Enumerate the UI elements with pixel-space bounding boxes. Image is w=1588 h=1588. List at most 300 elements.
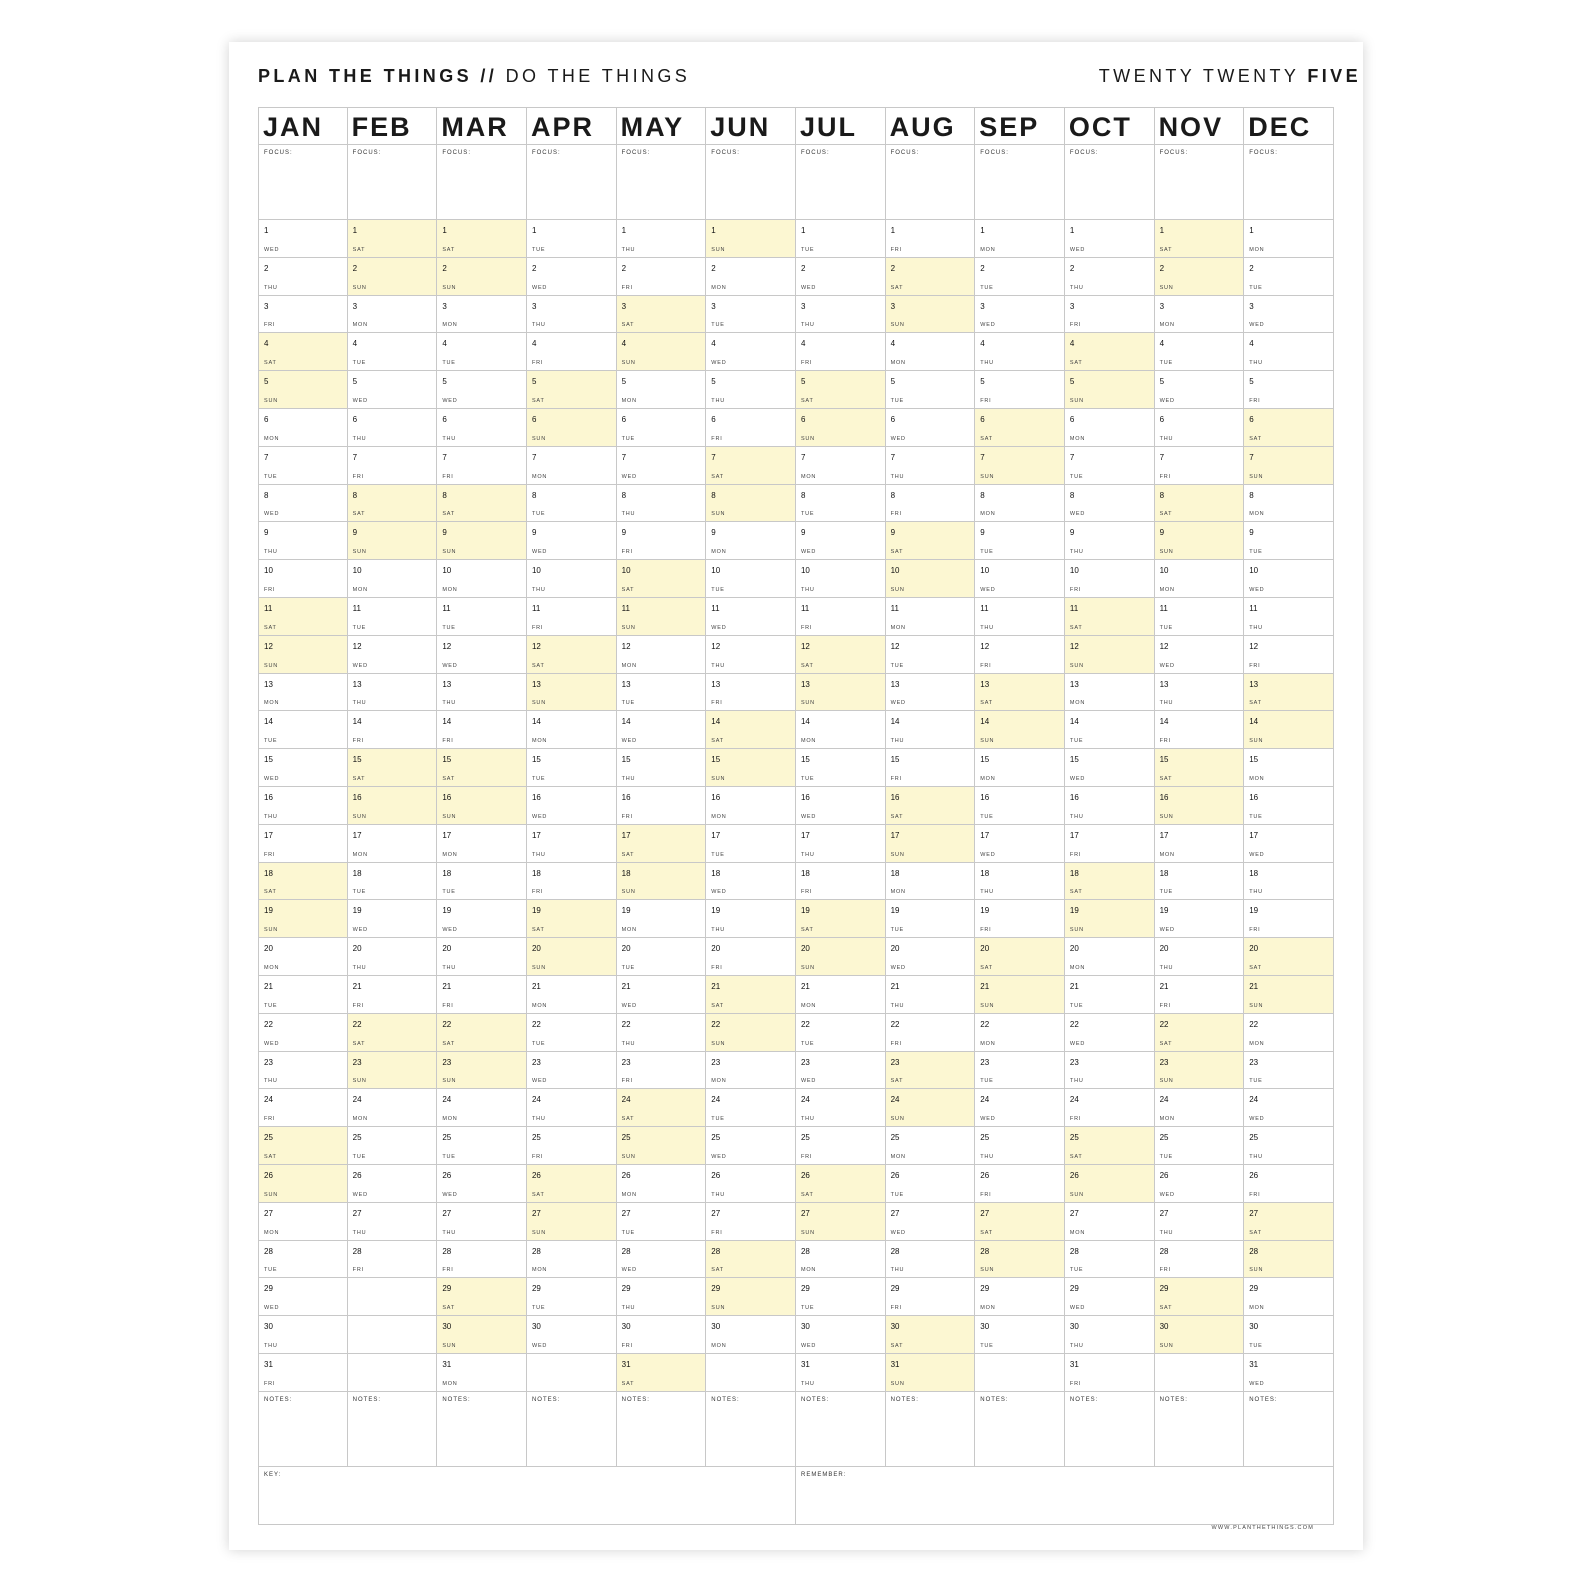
day-cell[interactable]	[975, 1127, 1065, 1165]
day-cell[interactable]	[527, 409, 617, 447]
day-cell[interactable]	[886, 485, 976, 523]
notes-cell-jul[interactable]	[796, 1392, 886, 1467]
day-cell[interactable]	[886, 1278, 976, 1316]
day-cell[interactable]	[348, 1089, 438, 1127]
day-cell[interactable]	[1065, 258, 1155, 296]
day-cell[interactable]	[527, 863, 617, 901]
day-cell[interactable]	[258, 371, 348, 409]
notes-cell-sep[interactable]	[975, 1392, 1065, 1467]
day-cell[interactable]	[796, 711, 886, 749]
day-cell[interactable]	[617, 1127, 707, 1165]
day-cell[interactable]	[527, 1203, 617, 1241]
day-cell[interactable]	[886, 825, 976, 863]
focus-cell-jul[interactable]	[796, 145, 886, 220]
day-cell[interactable]	[527, 636, 617, 674]
day-cell[interactable]	[796, 371, 886, 409]
day-cell[interactable]	[617, 1052, 707, 1090]
day-cell[interactable]	[1155, 1241, 1245, 1279]
day-cell[interactable]	[1065, 749, 1155, 787]
day-cell[interactable]	[437, 711, 527, 749]
day-cell[interactable]	[348, 1165, 438, 1203]
day-cell[interactable]	[348, 636, 438, 674]
day-cell[interactable]	[706, 1203, 796, 1241]
day-cell[interactable]	[1155, 1165, 1245, 1203]
day-cell[interactable]	[1155, 333, 1245, 371]
day-cell[interactable]	[706, 409, 796, 447]
day-cell[interactable]	[1065, 409, 1155, 447]
day-cell[interactable]	[706, 1014, 796, 1052]
day-cell[interactable]	[886, 674, 976, 712]
day-cell[interactable]	[527, 485, 617, 523]
day-cell[interactable]	[437, 674, 527, 712]
focus-cell-sep[interactable]	[975, 145, 1065, 220]
day-cell[interactable]	[437, 1278, 527, 1316]
day-cell[interactable]	[617, 1089, 707, 1127]
notes-cell-jan[interactable]	[258, 1392, 348, 1467]
day-cell[interactable]	[437, 371, 527, 409]
day-cell[interactable]	[437, 787, 527, 825]
day-cell[interactable]	[1065, 447, 1155, 485]
notes-cell-oct[interactable]	[1065, 1392, 1155, 1467]
day-cell[interactable]	[886, 522, 976, 560]
day-cell[interactable]	[527, 749, 617, 787]
day-cell[interactable]	[258, 560, 348, 598]
day-cell[interactable]	[348, 560, 438, 598]
day-cell[interactable]	[975, 938, 1065, 976]
day-cell[interactable]	[1244, 1203, 1334, 1241]
remember-box[interactable]	[796, 1467, 1334, 1525]
day-cell[interactable]	[348, 485, 438, 523]
focus-cell-nov[interactable]	[1155, 145, 1245, 220]
notes-cell-mar[interactable]	[437, 1392, 527, 1467]
day-cell[interactable]	[437, 333, 527, 371]
day-cell[interactable]	[348, 447, 438, 485]
day-cell[interactable]	[258, 711, 348, 749]
day-cell[interactable]	[706, 258, 796, 296]
day-cell[interactable]	[617, 522, 707, 560]
day-cell[interactable]	[437, 409, 527, 447]
day-cell[interactable]	[348, 787, 438, 825]
day-cell[interactable]	[796, 636, 886, 674]
day-cell[interactable]	[1244, 749, 1334, 787]
day-cell[interactable]	[617, 1354, 707, 1392]
day-cell[interactable]	[706, 296, 796, 334]
day-cell[interactable]	[1155, 258, 1245, 296]
day-cell[interactable]	[527, 333, 617, 371]
day-cell[interactable]	[258, 674, 348, 712]
day-cell[interactable]	[527, 1014, 617, 1052]
day-cell[interactable]	[258, 900, 348, 938]
day-cell[interactable]	[886, 1165, 976, 1203]
day-cell[interactable]	[975, 863, 1065, 901]
day-cell[interactable]	[527, 258, 617, 296]
day-cell[interactable]	[975, 674, 1065, 712]
day-cell[interactable]	[886, 863, 976, 901]
day-cell[interactable]	[437, 1014, 527, 1052]
day-cell[interactable]	[348, 1354, 438, 1392]
day-cell[interactable]	[1155, 485, 1245, 523]
day-cell[interactable]	[1155, 749, 1245, 787]
day-cell[interactable]	[796, 825, 886, 863]
day-cell[interactable]	[796, 749, 886, 787]
day-cell[interactable]	[1155, 711, 1245, 749]
day-cell[interactable]	[527, 1354, 617, 1392]
day-cell[interactable]	[527, 787, 617, 825]
day-cell[interactable]	[258, 1354, 348, 1392]
day-cell[interactable]	[617, 560, 707, 598]
day-cell[interactable]	[527, 1316, 617, 1354]
day-cell[interactable]	[706, 220, 796, 258]
day-cell[interactable]	[886, 220, 976, 258]
day-cell[interactable]	[617, 371, 707, 409]
day-cell[interactable]	[527, 598, 617, 636]
day-cell[interactable]	[348, 371, 438, 409]
day-cell[interactable]	[886, 900, 976, 938]
day-cell[interactable]	[706, 636, 796, 674]
day-cell[interactable]	[617, 1014, 707, 1052]
focus-cell-jan[interactable]	[258, 145, 348, 220]
day-cell[interactable]	[796, 674, 886, 712]
day-cell[interactable]	[258, 1089, 348, 1127]
day-cell[interactable]	[886, 1354, 976, 1392]
day-cell[interactable]	[706, 1354, 796, 1392]
key-box[interactable]	[258, 1467, 796, 1525]
day-cell[interactable]	[796, 485, 886, 523]
day-cell[interactable]	[1244, 1014, 1334, 1052]
day-cell[interactable]	[796, 220, 886, 258]
notes-cell-dec[interactable]	[1244, 1392, 1334, 1467]
day-cell[interactable]	[437, 485, 527, 523]
day-cell[interactable]	[975, 1278, 1065, 1316]
day-cell[interactable]	[975, 1089, 1065, 1127]
day-cell[interactable]	[796, 1278, 886, 1316]
day-cell[interactable]	[706, 1278, 796, 1316]
day-cell[interactable]	[1155, 674, 1245, 712]
day-cell[interactable]	[796, 787, 886, 825]
notes-cell-apr[interactable]	[527, 1392, 617, 1467]
day-cell[interactable]	[796, 938, 886, 976]
day-cell[interactable]	[706, 863, 796, 901]
day-cell[interactable]	[348, 1014, 438, 1052]
day-cell[interactable]	[886, 296, 976, 334]
day-cell[interactable]	[975, 1241, 1065, 1279]
day-cell[interactable]	[1155, 863, 1245, 901]
day-cell[interactable]	[706, 522, 796, 560]
day-cell[interactable]	[437, 1316, 527, 1354]
day-cell[interactable]	[617, 636, 707, 674]
day-cell[interactable]	[886, 409, 976, 447]
day-cell[interactable]	[706, 1241, 796, 1279]
day-cell[interactable]	[1244, 447, 1334, 485]
day-cell[interactable]	[1244, 636, 1334, 674]
day-cell[interactable]	[706, 1052, 796, 1090]
day-cell[interactable]	[617, 976, 707, 1014]
day-cell[interactable]	[1065, 1127, 1155, 1165]
day-cell[interactable]	[1244, 1241, 1334, 1279]
day-cell[interactable]	[706, 371, 796, 409]
day-cell[interactable]	[1065, 1278, 1155, 1316]
day-cell[interactable]	[617, 749, 707, 787]
day-cell[interactable]	[975, 296, 1065, 334]
day-cell[interactable]	[348, 258, 438, 296]
day-cell[interactable]	[258, 522, 348, 560]
focus-cell-oct[interactable]	[1065, 145, 1155, 220]
day-cell[interactable]	[1155, 409, 1245, 447]
notes-cell-nov[interactable]	[1155, 1392, 1245, 1467]
day-cell[interactable]	[258, 1278, 348, 1316]
day-cell[interactable]	[1155, 1089, 1245, 1127]
day-cell[interactable]	[1244, 598, 1334, 636]
notes-cell-aug[interactable]	[886, 1392, 976, 1467]
day-cell[interactable]	[258, 598, 348, 636]
focus-cell-jun[interactable]	[706, 145, 796, 220]
day-cell[interactable]	[1065, 522, 1155, 560]
day-cell[interactable]	[437, 636, 527, 674]
day-cell[interactable]	[1155, 598, 1245, 636]
day-cell[interactable]	[437, 825, 527, 863]
day-cell[interactable]	[975, 333, 1065, 371]
day-cell[interactable]	[886, 598, 976, 636]
day-cell[interactable]	[975, 1014, 1065, 1052]
day-cell[interactable]	[1155, 825, 1245, 863]
day-cell[interactable]	[1155, 522, 1245, 560]
day-cell[interactable]	[527, 220, 617, 258]
day-cell[interactable]	[527, 560, 617, 598]
day-cell[interactable]	[706, 787, 796, 825]
day-cell[interactable]	[527, 371, 617, 409]
day-cell[interactable]	[975, 749, 1065, 787]
day-cell[interactable]	[1244, 1278, 1334, 1316]
day-cell[interactable]	[796, 863, 886, 901]
day-cell[interactable]	[1244, 825, 1334, 863]
day-cell[interactable]	[1244, 522, 1334, 560]
day-cell[interactable]	[886, 1052, 976, 1090]
day-cell[interactable]	[348, 1316, 438, 1354]
day-cell[interactable]	[617, 1316, 707, 1354]
day-cell[interactable]	[617, 258, 707, 296]
day-cell[interactable]	[706, 1127, 796, 1165]
day-cell[interactable]	[975, 787, 1065, 825]
day-cell[interactable]	[437, 296, 527, 334]
day-cell[interactable]	[258, 296, 348, 334]
day-cell[interactable]	[1065, 1014, 1155, 1052]
day-cell[interactable]	[1065, 636, 1155, 674]
day-cell[interactable]	[886, 749, 976, 787]
day-cell[interactable]	[975, 1052, 1065, 1090]
day-cell[interactable]	[1244, 220, 1334, 258]
day-cell[interactable]	[1244, 1127, 1334, 1165]
day-cell[interactable]	[348, 900, 438, 938]
day-cell[interactable]	[437, 598, 527, 636]
day-cell[interactable]	[1065, 485, 1155, 523]
day-cell[interactable]	[1244, 296, 1334, 334]
day-cell[interactable]	[796, 447, 886, 485]
day-cell[interactable]	[1065, 371, 1155, 409]
day-cell[interactable]	[706, 1316, 796, 1354]
focus-cell-mar[interactable]	[437, 145, 527, 220]
day-cell[interactable]	[1155, 220, 1245, 258]
day-cell[interactable]	[796, 1089, 886, 1127]
day-cell[interactable]	[527, 1278, 617, 1316]
day-cell[interactable]	[348, 1203, 438, 1241]
day-cell[interactable]	[1065, 787, 1155, 825]
day-cell[interactable]	[348, 409, 438, 447]
day-cell[interactable]	[1065, 825, 1155, 863]
day-cell[interactable]	[348, 220, 438, 258]
day-cell[interactable]	[796, 598, 886, 636]
day-cell[interactable]	[1155, 1014, 1245, 1052]
day-cell[interactable]	[886, 1241, 976, 1279]
day-cell[interactable]	[1155, 1127, 1245, 1165]
day-cell[interactable]	[617, 220, 707, 258]
day-cell[interactable]	[348, 863, 438, 901]
day-cell[interactable]	[258, 938, 348, 976]
day-cell[interactable]	[437, 1354, 527, 1392]
day-cell[interactable]	[1244, 409, 1334, 447]
day-cell[interactable]	[527, 711, 617, 749]
day-cell[interactable]	[706, 711, 796, 749]
day-cell[interactable]	[1065, 1089, 1155, 1127]
day-cell[interactable]	[796, 1052, 886, 1090]
day-cell[interactable]	[348, 938, 438, 976]
day-cell[interactable]	[617, 409, 707, 447]
day-cell[interactable]	[1155, 636, 1245, 674]
day-cell[interactable]	[706, 674, 796, 712]
day-cell[interactable]	[886, 1203, 976, 1241]
day-cell[interactable]	[886, 560, 976, 598]
day-cell[interactable]	[1065, 1354, 1155, 1392]
notes-cell-jun[interactable]	[706, 1392, 796, 1467]
day-cell[interactable]	[1065, 296, 1155, 334]
day-cell[interactable]	[1065, 333, 1155, 371]
day-cell[interactable]	[527, 1052, 617, 1090]
day-cell[interactable]	[975, 976, 1065, 1014]
day-cell[interactable]	[706, 485, 796, 523]
notes-cell-may[interactable]	[617, 1392, 707, 1467]
day-cell[interactable]	[1155, 976, 1245, 1014]
day-cell[interactable]	[258, 1316, 348, 1354]
day-cell[interactable]	[975, 1203, 1065, 1241]
day-cell[interactable]	[975, 258, 1065, 296]
day-cell[interactable]	[886, 636, 976, 674]
day-cell[interactable]	[348, 674, 438, 712]
day-cell[interactable]	[617, 900, 707, 938]
day-cell[interactable]	[1065, 1165, 1155, 1203]
day-cell[interactable]	[975, 711, 1065, 749]
day-cell[interactable]	[348, 1127, 438, 1165]
day-cell[interactable]	[1155, 447, 1245, 485]
day-cell[interactable]	[796, 1354, 886, 1392]
day-cell[interactable]	[437, 447, 527, 485]
day-cell[interactable]	[437, 1203, 527, 1241]
day-cell[interactable]	[1065, 976, 1155, 1014]
day-cell[interactable]	[886, 1316, 976, 1354]
focus-cell-may[interactable]	[617, 145, 707, 220]
day-cell[interactable]	[1065, 1203, 1155, 1241]
day-cell[interactable]	[437, 1165, 527, 1203]
day-cell[interactable]	[348, 976, 438, 1014]
day-cell[interactable]	[886, 711, 976, 749]
day-cell[interactable]	[706, 333, 796, 371]
day-cell[interactable]	[796, 258, 886, 296]
day-cell[interactable]	[796, 1241, 886, 1279]
day-cell[interactable]	[796, 1165, 886, 1203]
day-cell[interactable]	[1155, 1052, 1245, 1090]
day-cell[interactable]	[796, 1203, 886, 1241]
day-cell[interactable]	[796, 976, 886, 1014]
day-cell[interactable]	[617, 711, 707, 749]
day-cell[interactable]	[975, 1316, 1065, 1354]
day-cell[interactable]	[348, 296, 438, 334]
day-cell[interactable]	[1244, 938, 1334, 976]
focus-cell-aug[interactable]	[886, 145, 976, 220]
day-cell[interactable]	[886, 371, 976, 409]
day-cell[interactable]	[1155, 560, 1245, 598]
day-cell[interactable]	[706, 938, 796, 976]
day-cell[interactable]	[617, 598, 707, 636]
day-cell[interactable]	[1244, 863, 1334, 901]
day-cell[interactable]	[437, 749, 527, 787]
day-cell[interactable]	[348, 598, 438, 636]
day-cell[interactable]	[706, 976, 796, 1014]
day-cell[interactable]	[975, 522, 1065, 560]
day-cell[interactable]	[975, 900, 1065, 938]
day-cell[interactable]	[258, 409, 348, 447]
day-cell[interactable]	[527, 976, 617, 1014]
day-cell[interactable]	[975, 1165, 1065, 1203]
day-cell[interactable]	[975, 409, 1065, 447]
day-cell[interactable]	[1244, 1052, 1334, 1090]
day-cell[interactable]	[706, 749, 796, 787]
day-cell[interactable]	[258, 485, 348, 523]
day-cell[interactable]	[527, 522, 617, 560]
day-cell[interactable]	[796, 333, 886, 371]
day-cell[interactable]	[348, 1278, 438, 1316]
day-cell[interactable]	[348, 1241, 438, 1279]
day-cell[interactable]	[796, 1014, 886, 1052]
day-cell[interactable]	[527, 447, 617, 485]
day-cell[interactable]	[1244, 976, 1334, 1014]
day-cell[interactable]	[258, 976, 348, 1014]
day-cell[interactable]	[258, 447, 348, 485]
day-cell[interactable]	[1065, 560, 1155, 598]
day-cell[interactable]	[706, 1089, 796, 1127]
day-cell[interactable]	[1244, 1316, 1334, 1354]
day-cell[interactable]	[886, 447, 976, 485]
day-cell[interactable]	[258, 787, 348, 825]
day-cell[interactable]	[258, 863, 348, 901]
day-cell[interactable]	[1155, 938, 1245, 976]
day-cell[interactable]	[617, 674, 707, 712]
day-cell[interactable]	[617, 485, 707, 523]
day-cell[interactable]	[437, 220, 527, 258]
day-cell[interactable]	[617, 938, 707, 976]
day-cell[interactable]	[706, 825, 796, 863]
day-cell[interactable]	[258, 258, 348, 296]
focus-cell-apr[interactable]	[527, 145, 617, 220]
day-cell[interactable]	[1244, 711, 1334, 749]
day-cell[interactable]	[437, 258, 527, 296]
day-cell[interactable]	[617, 447, 707, 485]
day-cell[interactable]	[1155, 900, 1245, 938]
day-cell[interactable]	[796, 1127, 886, 1165]
day-cell[interactable]	[1065, 220, 1155, 258]
day-cell[interactable]	[617, 787, 707, 825]
day-cell[interactable]	[437, 1089, 527, 1127]
day-cell[interactable]	[617, 1165, 707, 1203]
day-cell[interactable]	[1155, 296, 1245, 334]
day-cell[interactable]	[348, 711, 438, 749]
